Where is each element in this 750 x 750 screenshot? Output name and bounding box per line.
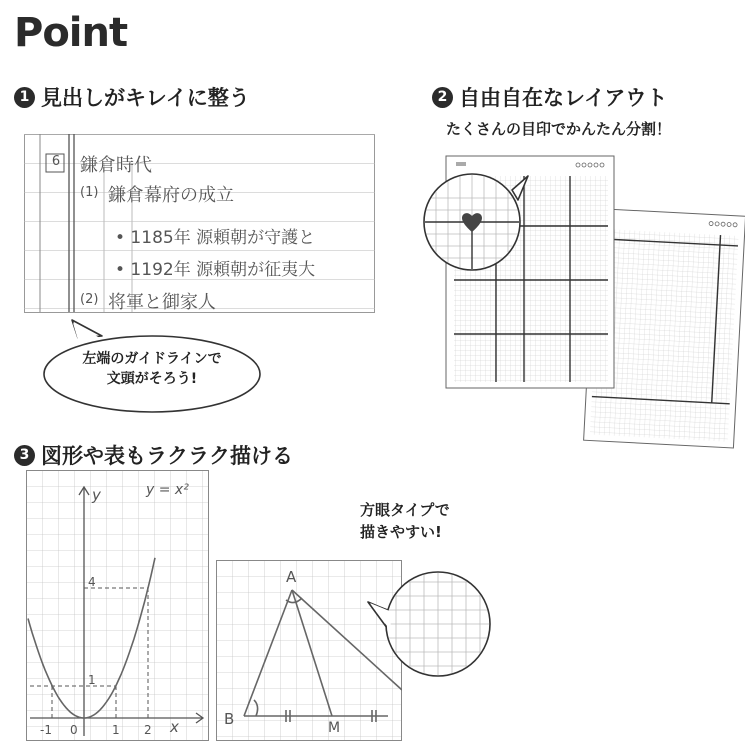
- item2-marker: (2): [80, 292, 99, 307]
- vertex-b: B: [224, 710, 235, 728]
- section2-heading-text: 自由自在なレイアウト: [459, 86, 668, 110]
- func-label: y = x²: [146, 482, 189, 498]
- caption-line1: 方眼タイプで: [360, 501, 450, 519]
- bubble-1-text: [52, 350, 252, 389]
- bullet2-text: • 1192年 源頼朝が征夷大: [115, 260, 316, 280]
- section1-heading: [14, 82, 250, 112]
- item1-marker: (1): [80, 185, 99, 200]
- chapter-title: 鎌倉時代: [80, 155, 152, 176]
- section3-heading: [14, 440, 293, 470]
- chapter-number: 6: [51, 154, 61, 169]
- item1-text: 鎌倉幕府の成立: [108, 185, 234, 206]
- y-tick-1: 1: [88, 673, 96, 687]
- x-tick-neg1: -1: [40, 723, 52, 737]
- bubble-1-line2: 文頭がそろう!: [106, 370, 198, 387]
- section1-number: 1: [14, 87, 35, 108]
- y-axis-label: y: [92, 486, 101, 504]
- caption-line2: 描きやすい!: [360, 522, 442, 541]
- section3-caption: [360, 500, 450, 544]
- x-tick-1: 1: [112, 723, 120, 737]
- section2-number: 2: [432, 87, 453, 108]
- parabola-graph: [26, 470, 210, 742]
- vertex-m: M: [328, 720, 341, 736]
- layout-pages: [420, 150, 745, 450]
- page-title: Point: [14, 10, 128, 56]
- x-axis-label: x: [170, 718, 179, 736]
- section1-heading-text: 見出しがキレイに整う: [41, 86, 250, 110]
- item2-text: 将軍と御家人: [108, 292, 216, 313]
- y-tick-4: 4: [88, 575, 96, 589]
- bubble-1-line1: 左端のガイドラインで: [82, 351, 222, 367]
- bullet1-text: • 1185年 源頼朝が守護と: [115, 228, 316, 248]
- origin-label: 0: [70, 723, 78, 737]
- grid-magnifier-bubble: [366, 568, 500, 684]
- x-tick-2: 2: [144, 723, 152, 737]
- section2-heading: [432, 82, 667, 112]
- vertex-a: A: [286, 568, 297, 586]
- section3-number: 3: [14, 445, 35, 466]
- section2-subheading: たくさんの目印でかんたん分割！: [446, 120, 672, 138]
- section3-heading-text: 図形や表もラクラク描ける: [41, 444, 293, 468]
